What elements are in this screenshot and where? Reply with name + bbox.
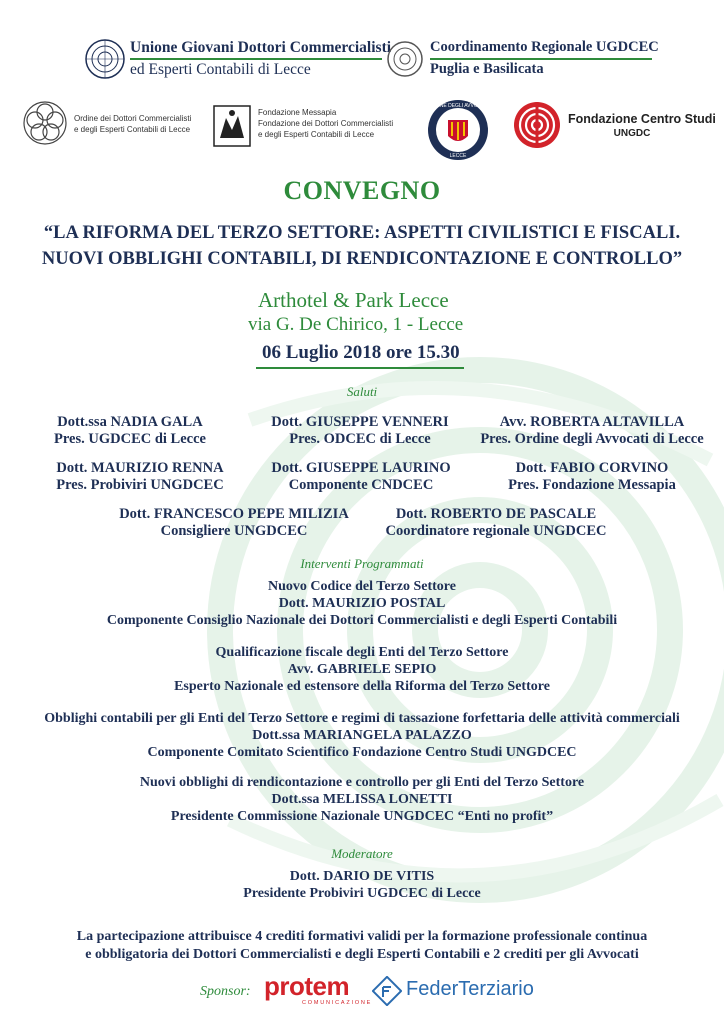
talk-block [0,710,724,761]
ugdcec-name-line2: ed Esperti Contabili di Lecce [130,61,311,78]
moderatore-block [0,868,724,902]
speaker-name: Dott. FABIO CORVINO [515,460,669,476]
speaker-name: Dott. FRANCESCO PEPE MILIZIA [119,506,349,522]
moderatore-heading: Moderatore [331,846,393,861]
speaker-role: Pres. Probiviri UNGDCEC [56,477,224,493]
speaker-name: Dott. ROBERTO DE PASCALE [395,506,597,522]
talk-block [0,578,724,629]
messapia-emblem-icon [212,104,252,148]
speaker-name: Dott. MAURIZIO RENNA [56,460,224,476]
talk-speaker: Avv. GABRIELE SEPIO [287,662,437,677]
event-title-line1: “LA RIFORMA DEL TERZO SETTORE: ASPETTI CIVILISTICI E FISCALI. [43,223,681,243]
federterziario-emblem-icon [372,976,402,1006]
talk-topic: Obblighi contabili per gli Enti del Terzo Settore e regimi di tassazione forfettaria delle attività commerciali [44,711,680,726]
saluti-speaker [246,460,476,494]
protem-logo [264,971,373,1012]
coordinamento-emblem-icon [386,40,424,78]
speaker-name: Avv. ROBERTA ALTAVILLA [499,414,685,430]
coordinamento-logo [386,36,666,82]
talk-speaker: Dott. MAURIZIO POSTAL [278,596,446,611]
messapia-line2: Fondazione dei Dottori Commercialisti [258,119,394,128]
seal-top-text: ORDINE DEGLI AVVOCATI [427,103,489,109]
event-datetime: 06 Luglio 2018 ore 15.30 [262,342,460,363]
messapia-line1: Fondazione Messapia [258,108,337,117]
saluti-speaker [474,460,710,494]
saluti-speaker [30,460,250,494]
talk-role: Componente Consiglio Nazionale dei Dottori Commercialisti e degli Esperti Contabili [106,613,618,628]
messapia-line3: e degli Esperti Contabili di Lecce [258,130,375,139]
saluti-heading: Saluti [346,384,378,399]
protem-subtitle: COMUNICAZIONE [302,1000,373,1006]
talk-role: Esperto Nazionale ed estensore della Riforma del Terzo Settore [174,679,550,694]
centro-studi-emblem-icon [512,100,562,150]
centro-studi-line1: Fondazione Centro Studi [568,112,716,126]
ugdcec-emblem-icon [84,38,126,80]
saluti-speaker [30,414,230,448]
saluti-speaker [250,414,470,448]
ugdcec-lecce-logo [84,36,392,82]
talk-block [0,774,724,825]
talk-topic: Nuovi obblighi di rendicontazione e controllo per gli Enti del Terzo Settore [139,775,585,790]
speaker-role: Coordinatore regionale UNGDCEC [385,523,607,539]
speaker-role: Pres. Ordine degli Avvocati di Lecce [480,431,704,447]
interventi-heading: Interventi Programmati [300,556,424,571]
talk-role: Componente Comitato Scientifico Fondazione Centro Studi UNGDCEC [147,745,577,760]
event-kind: CONVEGNO [283,176,441,205]
odcec-lecce-logo [22,100,212,148]
seal-bottom-text: LECCE [449,153,467,159]
odcec-line1: Ordine dei Dottori Commercialisti [74,114,192,123]
protem-wordmark: protem [264,971,350,1001]
coordinamento-line2: Puglia e Basilicata [430,61,544,77]
saluti-speaker [104,506,364,540]
centro-studi-line2: UNGDC [613,128,651,139]
moderatore-name: Dott. DARIO DE VITIS [289,869,435,884]
fondazione-centro-studi-logo [512,100,716,152]
talk-role: Presidente Commissione Nazionale UNGDCEC “Enti no profit” [170,809,554,824]
ordine-avvocati-seal-icon [426,98,490,162]
talk-topic: Nuovo Codice del Terzo Settore [268,579,456,594]
event-address: via G. De Chirico, 1 - Lecce [248,314,464,335]
speaker-role: Pres. Fondazione Messapia [508,477,676,493]
credits-line1: La partecipazione attribuisce 4 crediti formativi validi per la formazione professionale continua [76,929,648,944]
talk-speaker: Dott.ssa MARIANGELA PALAZZO [252,728,472,743]
federterziario-wordmark: FederTerziario [406,978,534,1000]
moderatore-role: Presidente Probiviri UGDCEC di Lecce [243,886,481,901]
credits-line2: e obbligatoria dei Dottori Commercialisti e degli Esperti Contabili e 2 crediti per gli Avvocati [85,947,639,962]
sponsor-label: Sponsor: [200,984,251,999]
speaker-name: Dott.ssa NADIA GALA [57,414,203,430]
saluti-speaker [376,506,616,540]
odcec-emblem-icon [22,100,68,146]
speaker-role: Pres. ODCEC di Lecce [289,431,431,447]
fondazione-messapia-logo [212,104,412,150]
ugdcec-name-line1: Unione Giovani Dottori Commercialisti [130,39,392,56]
federterziario-logo [372,976,552,1008]
speaker-name: Dott. GIUSEPPE VENNERI [271,414,449,430]
speaker-role: Pres. UGDCEC di Lecce [54,431,206,447]
speaker-role: Consigliere UNGDCEC [160,523,308,539]
talk-topic: Qualificazione fiscale degli Enti del Terzo Settore [215,645,509,660]
event-venue: Arthotel & Park Lecce [258,288,449,312]
saluti-speaker [462,414,722,448]
speaker-role: Componente CNDCEC [288,477,434,493]
talk-speaker: Dott.ssa MELISSA LONETTI [271,792,453,807]
coordinamento-line1: Coordinamento Regionale UGDCEC [430,39,659,55]
odcec-line2: e degli Esperti Contabili di Lecce [74,125,191,134]
speaker-name: Dott. GIUSEPPE LAURINO [271,460,451,476]
talk-block [0,644,724,695]
date-underline [256,367,464,369]
event-title-line2: NUOVI OBBLIGHI CONTABILI, DI RENDICONTAZIONE E CONTROLLO” [41,249,683,269]
